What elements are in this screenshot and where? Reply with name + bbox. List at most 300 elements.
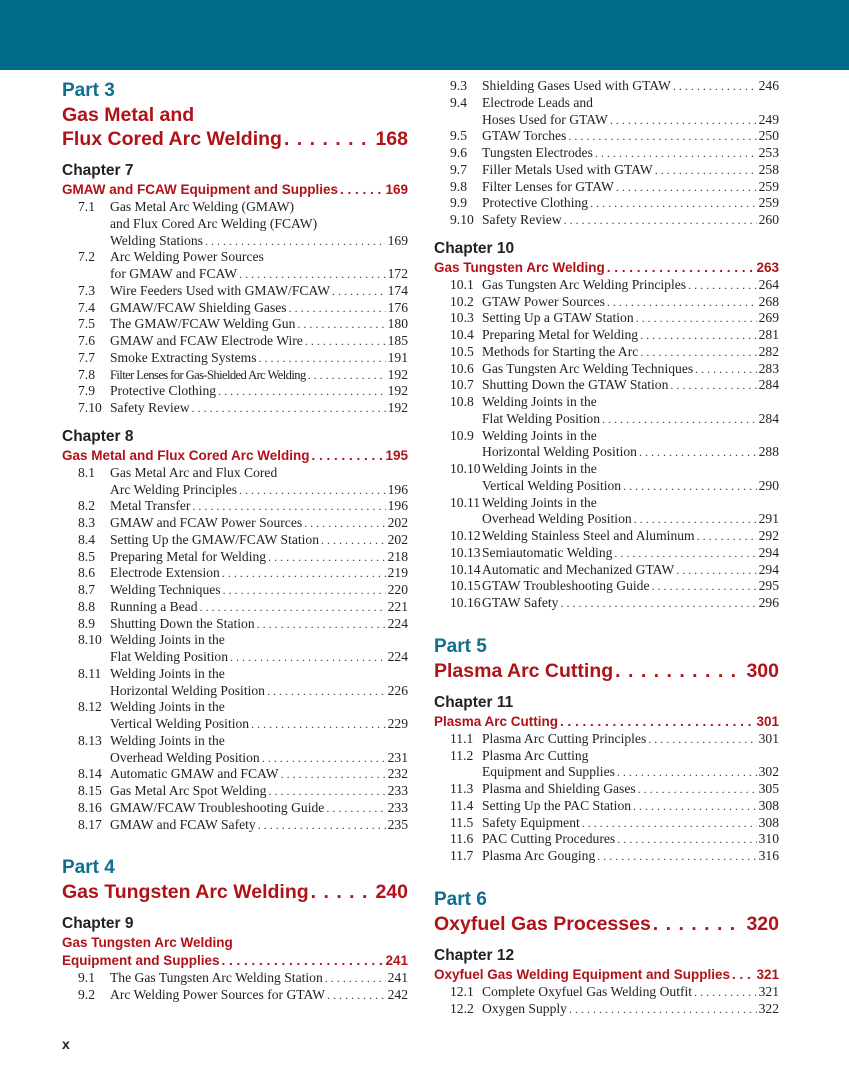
section-title-text: Setting Up the GMAW/FCAW Station [110, 531, 320, 547]
section-list [434, 984, 779, 1018]
toc-entry[interactable] [434, 848, 779, 865]
part-page-number: 320 [746, 912, 779, 935]
section-page-number: 284 [758, 377, 779, 393]
part-title [62, 103, 408, 151]
section-page-number: 282 [758, 343, 779, 359]
section-title-text: Filter Lenses for GTAW [482, 178, 614, 194]
toc-entry[interactable] [434, 798, 779, 815]
section-title-text: Horizontal Welding Position [482, 444, 637, 460]
part-title-line: Gas Metal and [62, 104, 195, 126]
section-list [62, 199, 408, 417]
section-title-row [110, 716, 408, 733]
section-number-text: 10.8 [450, 394, 474, 409]
section-number [434, 128, 482, 145]
dot-leader [340, 181, 383, 199]
section-page-number: 176 [387, 299, 408, 315]
chapter-heading[interactable] [434, 693, 779, 731]
part-title-text: Plasma Arc Cutting [434, 659, 614, 682]
section-title-row [482, 798, 779, 815]
chapter-heading[interactable] [434, 946, 779, 984]
dot-leader [222, 952, 384, 970]
section-page-number: 224 [387, 615, 408, 631]
section-number-text: 9.3 [450, 78, 467, 93]
dot-leader [695, 361, 756, 378]
part-title-row [62, 127, 408, 151]
toc-entry[interactable] [62, 987, 408, 1004]
section-list [434, 78, 779, 229]
toc-entry[interactable] [62, 817, 408, 834]
section-number [62, 582, 110, 599]
section-number [434, 145, 482, 162]
section-title-text: GMAW/FCAW Shielding Gases [110, 299, 287, 315]
section-title [482, 595, 779, 612]
section-number [434, 277, 482, 294]
section-page-number: 192 [387, 366, 408, 382]
section-title-text: Flat Welding Position [110, 649, 228, 664]
section-title-text: Preparing Metal for Welding [482, 327, 639, 342]
section-number [434, 781, 482, 798]
toc-entry[interactable] [62, 549, 408, 566]
section-title [482, 294, 779, 311]
toc-entry[interactable] [434, 327, 779, 344]
toc-entry[interactable] [434, 377, 779, 394]
section-title-text: GTAW Torches [482, 128, 567, 144]
toc-entry[interactable] [62, 367, 408, 384]
section-title-line: Plasma Arc Cutting [482, 747, 589, 763]
section-number-text: 8.1 [78, 464, 95, 480]
section-title-row [110, 333, 408, 350]
dot-leader [239, 266, 386, 283]
part-heading[interactable] [62, 855, 408, 904]
section-number-text: 7.7 [78, 349, 95, 365]
section-list [434, 731, 779, 865]
toc-entry[interactable] [434, 195, 779, 212]
section-title-row [110, 498, 408, 515]
section-title-row [482, 78, 779, 95]
section-title [482, 495, 779, 529]
section-title-row [110, 599, 408, 616]
toc-entry[interactable] [434, 179, 779, 196]
toc-entry[interactable] [434, 294, 779, 311]
toc-entry[interactable] [434, 1001, 779, 1018]
part-heading[interactable] [434, 634, 779, 683]
section-title-text: Shutting Down the Station [110, 615, 255, 631]
dot-leader [218, 383, 386, 400]
toc-entry[interactable] [434, 578, 779, 595]
chapter-title [62, 181, 408, 199]
section-title-text: Shielding Gases Used with GTAW [482, 78, 671, 93]
toc-entry[interactable] [62, 733, 408, 767]
toc-entry[interactable] [62, 350, 408, 367]
toc-entry[interactable] [62, 616, 408, 633]
section-title-row [482, 377, 779, 394]
section-title-row [482, 815, 779, 832]
section-number [62, 970, 110, 987]
section-number-text: 9.9 [450, 195, 467, 211]
toc-entry[interactable] [434, 394, 779, 428]
dot-leader [595, 145, 757, 162]
toc-right-column [434, 78, 779, 1017]
section-number [434, 95, 482, 129]
toc-entry[interactable] [434, 128, 779, 145]
section-number [62, 565, 110, 582]
section-number [434, 528, 482, 545]
section-number-text: 10.15 [450, 578, 481, 594]
dot-leader [257, 616, 386, 633]
toc-entry[interactable] [62, 333, 408, 350]
section-title [482, 195, 779, 212]
section-title-text: Methods for Starting the Arc [482, 343, 639, 359]
dot-leader [639, 444, 757, 461]
toc-entry[interactable] [434, 815, 779, 832]
chapter-title [62, 447, 408, 465]
dot-leader [616, 179, 757, 196]
section-number-text: 7.1 [78, 199, 95, 214]
section-title-row [482, 327, 779, 344]
toc-entry[interactable] [62, 249, 408, 283]
section-number [62, 383, 110, 400]
section-title [110, 549, 408, 566]
section-title-text: PAC Cutting Procedures [482, 831, 616, 847]
toc-entry[interactable] [62, 599, 408, 616]
toc-entry[interactable] [62, 632, 408, 666]
section-title-text: Semiautomatic Welding [482, 544, 613, 560]
section-number-text: 7.4 [78, 299, 95, 315]
toc-entry[interactable] [434, 562, 779, 579]
chapter-page-number: 301 [756, 713, 779, 729]
toc-entry[interactable] [434, 595, 779, 612]
dot-leader [321, 532, 386, 549]
toc-entry[interactable] [62, 199, 408, 249]
section-title [110, 249, 408, 283]
section-title-text: GTAW Safety [482, 595, 559, 610]
section-number [434, 815, 482, 832]
dot-leader [311, 880, 374, 904]
section-title [482, 212, 779, 229]
section-title [110, 616, 408, 633]
section-page-number: 305 [758, 781, 779, 796]
chapter-title-row [434, 966, 779, 984]
dot-leader [648, 731, 756, 748]
chapter-title [434, 713, 779, 731]
section-page-number: 301 [758, 730, 779, 746]
part-title [434, 659, 779, 683]
section-page-number: 196 [387, 498, 408, 514]
toc-entry[interactable] [434, 831, 779, 848]
section-number-text: 8.6 [78, 565, 95, 581]
section-title-row [110, 233, 408, 250]
section-title-text: Electrode Extension [110, 565, 220, 581]
chapter-title-text: Plasma Arc Cutting [434, 713, 559, 729]
section-number-text: 8.17 [78, 816, 102, 832]
dot-leader [192, 400, 386, 417]
toc-entry[interactable] [434, 310, 779, 327]
section-title [482, 731, 779, 748]
section-title-text: Welding Stations [110, 232, 203, 248]
section-number [62, 249, 110, 283]
section-title [110, 367, 408, 384]
toc-entry[interactable] [62, 498, 408, 515]
section-number [62, 316, 110, 333]
section-page-number: 260 [758, 212, 779, 227]
section-title-row [110, 783, 408, 800]
section-title-text: Safety Review [110, 400, 190, 415]
section-title [110, 532, 408, 549]
section-number [434, 495, 482, 529]
section-title-text: Hoses Used for GTAW [482, 111, 608, 127]
section-title-text: Setting Up a GTAW Station [482, 310, 634, 326]
chapter-title-row [434, 713, 779, 731]
section-title [482, 562, 779, 579]
section-title-row [482, 478, 779, 495]
section-number [434, 562, 482, 579]
section-title-row [110, 683, 408, 700]
dot-leader [676, 562, 756, 579]
section-page-number: 294 [758, 544, 779, 560]
chapter-page-number: 241 [385, 953, 408, 969]
section-title-text: Overhead Welding Position [110, 749, 260, 765]
chapter-heading[interactable] [62, 161, 408, 199]
dot-leader [602, 411, 757, 428]
dot-leader [688, 277, 757, 294]
toc-entry[interactable] [434, 545, 779, 562]
section-title-text: Equipment and Supplies [482, 764, 615, 780]
dot-leader [607, 259, 755, 277]
header-band [0, 0, 849, 70]
section-list [62, 465, 408, 834]
section-page-number: 321 [758, 983, 779, 999]
section-number [62, 549, 110, 566]
chapter-title-text: Gas Metal and Flux Cored Arc Welding [62, 447, 310, 463]
toc-entry[interactable] [62, 699, 408, 733]
toc-entry[interactable] [62, 783, 408, 800]
chapter-label: Chapter 10 [434, 239, 515, 257]
section-title [110, 515, 408, 532]
toc-entry[interactable] [434, 528, 779, 545]
section-number [434, 212, 482, 229]
section-title-text: GMAW and FCAW Electrode Wire [110, 333, 303, 348]
section-number-text: 8.14 [78, 766, 102, 782]
section-page-number: 202 [387, 515, 408, 530]
dot-leader [327, 987, 386, 1004]
dot-leader [239, 482, 386, 499]
toc-entry[interactable] [62, 316, 408, 333]
section-number [62, 465, 110, 499]
section-title-row [110, 300, 408, 317]
toc-entry[interactable] [434, 461, 779, 495]
section-number-text: 10.13 [450, 544, 481, 560]
toc-entry[interactable] [434, 731, 779, 748]
dot-leader [694, 984, 757, 1001]
section-number-text: 8.13 [78, 732, 102, 748]
toc-entry[interactable] [434, 748, 779, 782]
part-label: Part 6 [434, 888, 487, 910]
section-title-line: Welding Joints in the [482, 461, 597, 476]
section-title-row [110, 350, 408, 367]
toc-entry[interactable] [62, 283, 408, 300]
section-number [62, 616, 110, 633]
section-number [434, 195, 482, 212]
dot-leader [262, 750, 386, 767]
section-page-number: 220 [387, 582, 408, 597]
dot-leader [223, 582, 386, 599]
toc-entry[interactable] [62, 383, 408, 400]
part-heading[interactable] [62, 78, 408, 151]
section-number-text: 8.7 [78, 582, 95, 597]
dot-leader [640, 344, 756, 361]
section-title-row [482, 545, 779, 562]
toc-entry[interactable] [434, 95, 779, 129]
section-page-number: 250 [758, 128, 779, 144]
section-title-row [482, 578, 779, 595]
section-number [434, 578, 482, 595]
toc-entry[interactable] [62, 800, 408, 817]
section-title-line: and Flux Cored Arc Welding (FCAW) [110, 215, 318, 231]
dot-leader [617, 764, 757, 781]
section-title [482, 377, 779, 394]
section-page-number: 233 [387, 783, 408, 798]
dot-leader [192, 498, 385, 515]
section-title-text: GTAW Troubleshooting Guide [482, 578, 650, 594]
section-title-text: Welding Techniques [110, 582, 221, 597]
toc-entry[interactable] [62, 582, 408, 599]
toc-entry[interactable] [434, 428, 779, 462]
section-number [434, 731, 482, 748]
section-title-text: Vertical Welding Position [482, 477, 622, 493]
dot-leader [560, 713, 754, 731]
section-title-row [110, 400, 408, 417]
section-title-text: Oxygen Supply [482, 1000, 567, 1016]
section-number [434, 377, 482, 394]
dot-leader [732, 966, 754, 984]
section-title-row [110, 616, 408, 633]
dot-leader [568, 128, 756, 145]
dot-leader [332, 283, 386, 300]
toc-entry[interactable] [434, 277, 779, 294]
toc-entry[interactable] [62, 400, 408, 417]
section-number-text: 8.15 [78, 783, 102, 798]
section-title [482, 310, 779, 327]
section-number [434, 162, 482, 179]
section-number [62, 532, 110, 549]
part-title-text: Oxyfuel Gas Processes [434, 912, 651, 935]
section-title-line: Welding Joints in the [482, 494, 597, 510]
section-page-number: 229 [387, 716, 408, 731]
section-title-row [482, 310, 779, 327]
section-title [110, 733, 408, 767]
toc-entry[interactable] [62, 515, 408, 532]
section-title-row [482, 528, 779, 545]
toc-entry[interactable] [62, 565, 408, 582]
chapter-title [434, 966, 779, 984]
section-title-text: Safety Review [482, 212, 562, 227]
toc-entry[interactable] [434, 344, 779, 361]
dot-leader [200, 599, 386, 616]
chapter-heading[interactable] [434, 239, 779, 277]
toc-entry[interactable] [434, 781, 779, 798]
section-title-row [482, 731, 779, 748]
section-number-text: 11.6 [450, 831, 474, 847]
toc-entry[interactable] [62, 300, 408, 317]
section-page-number: 192 [387, 400, 408, 415]
section-number-text: 7.8 [78, 366, 95, 382]
section-title-text: Overhead Welding Position [482, 511, 632, 527]
dot-leader [305, 333, 386, 350]
section-number [62, 800, 110, 817]
toc-entry[interactable] [62, 465, 408, 499]
chapter-title-row [62, 447, 408, 465]
section-number-text: 7.9 [78, 383, 95, 399]
section-title-text: Filler Metals Used with GTAW [482, 161, 653, 177]
toc-entry[interactable] [434, 495, 779, 529]
section-title-text: Shutting Down the GTAW Station [482, 377, 669, 393]
section-title-row [110, 266, 408, 283]
part-title-row [62, 880, 408, 904]
section-title-text: Automatic GMAW and FCAW [110, 766, 279, 782]
section-title [110, 333, 408, 350]
section-title-line: Arc Welding Power Sources [110, 249, 264, 265]
section-title-text: Protective Clothing [110, 383, 217, 399]
part-heading[interactable] [434, 887, 779, 936]
part-label: Part 4 [62, 857, 115, 879]
section-number-text: 7.10 [78, 400, 102, 415]
section-title [482, 781, 779, 798]
dot-leader [325, 970, 386, 987]
section-number [62, 199, 110, 249]
section-number [62, 515, 110, 532]
dot-leader [304, 515, 385, 532]
part-page-number: 240 [375, 881, 408, 904]
toc-entry[interactable] [62, 970, 408, 987]
section-number [62, 766, 110, 783]
section-number [434, 848, 482, 865]
section-number [62, 599, 110, 616]
section-title-row [482, 511, 779, 528]
toc-entry[interactable] [62, 666, 408, 700]
section-number [62, 699, 110, 733]
section-page-number: 231 [387, 749, 408, 765]
section-title [110, 300, 408, 317]
section-title [110, 766, 408, 783]
toc-entry[interactable] [434, 162, 779, 179]
toc-entry[interactable] [434, 984, 779, 1001]
toc-entry[interactable] [62, 532, 408, 549]
toc-entry[interactable] [62, 766, 408, 783]
toc-entry[interactable] [434, 78, 779, 95]
section-title-line: Welding Joints in the [110, 665, 225, 681]
section-title-text: Horizontal Welding Position [110, 682, 265, 698]
section-title-row [482, 361, 779, 378]
dot-leader [281, 766, 386, 783]
toc-entry[interactable] [434, 212, 779, 229]
section-title-text: Preparing Metal for Welding [110, 548, 267, 564]
section-title-row [482, 162, 779, 179]
toc-entry[interactable] [434, 145, 779, 162]
section-number-text: 10.11 [450, 494, 481, 510]
section-title [110, 632, 408, 666]
section-title [482, 162, 779, 179]
dot-leader [614, 545, 756, 562]
section-title-text: Wire Feeders Used with GMAW/FCAW [110, 282, 331, 298]
section-page-number: 295 [758, 578, 779, 594]
toc-entry[interactable] [434, 361, 779, 378]
chapter-heading[interactable] [62, 914, 408, 970]
section-number-text: 7.3 [78, 282, 95, 298]
chapter-label: Chapter 9 [62, 915, 134, 933]
section-title [110, 400, 408, 417]
chapter-heading[interactable] [62, 427, 408, 465]
section-number-text: 10.5 [450, 343, 474, 359]
